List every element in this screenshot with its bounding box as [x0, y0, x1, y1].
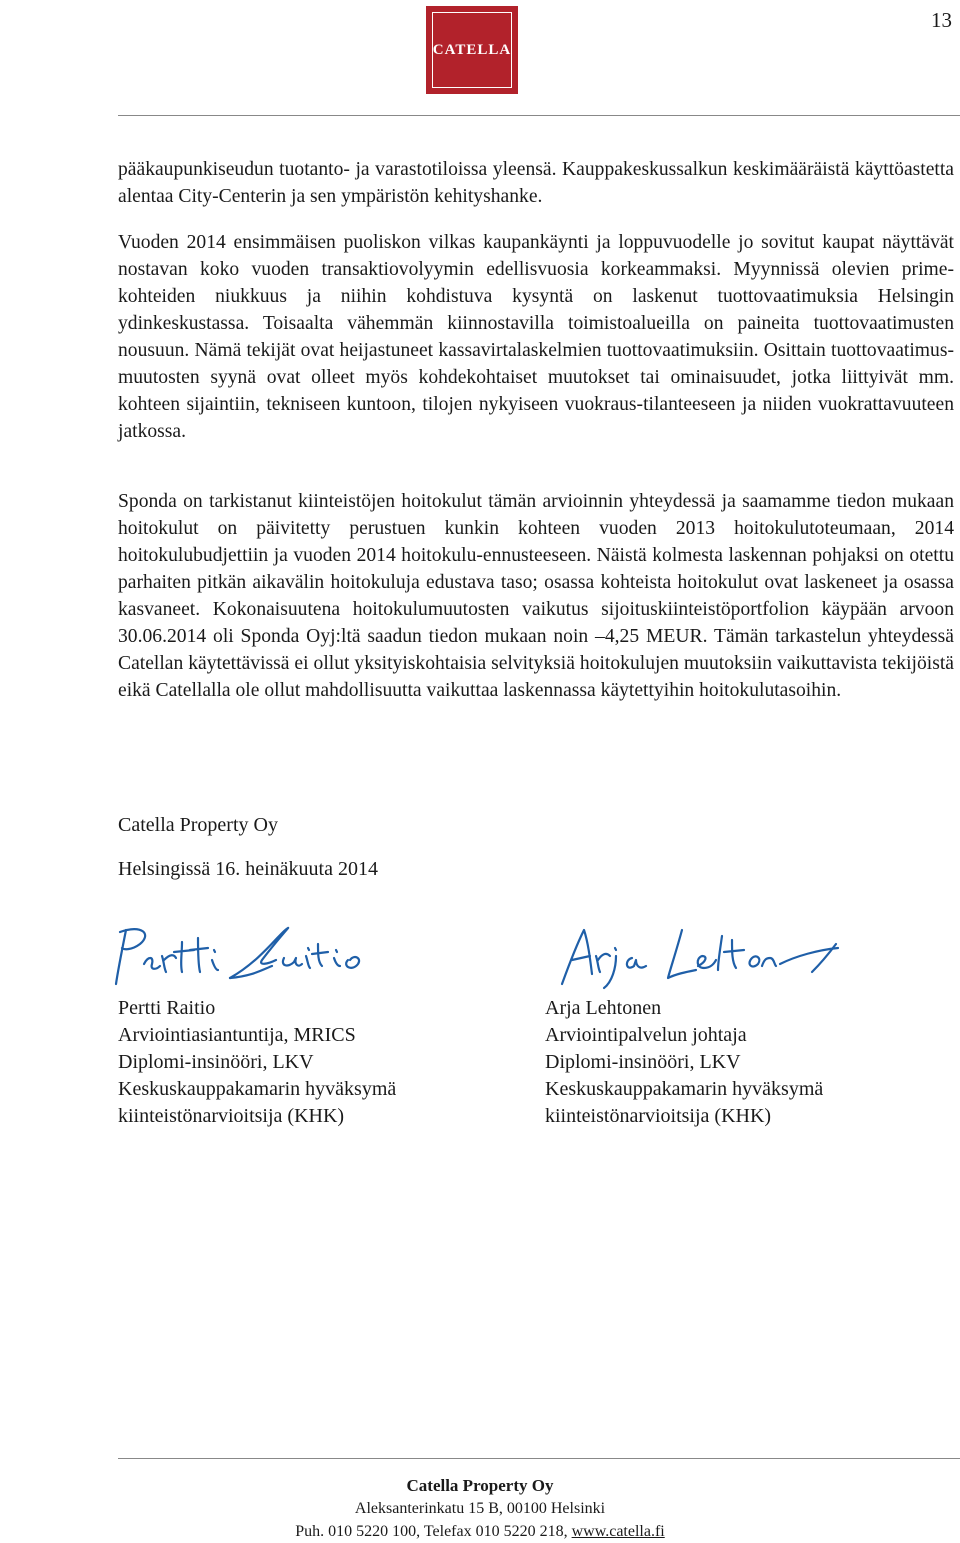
signer-title: Arviointipalvelun johtaja: [545, 1024, 747, 1046]
signature-pertti-raitio: [112, 920, 392, 992]
header-divider: [118, 115, 960, 116]
signer-certification-2: kiinteistönarvioitsija (KHK): [545, 1105, 772, 1127]
logo-text: CATELLA: [432, 41, 512, 58]
footer-address: Aleksanterinkatu 15 B, 00100 Helsinki: [354, 1500, 606, 1517]
footer: [0, 1474, 960, 1543]
footer-contact: [0, 1520, 960, 1543]
signature-arja-lehtonen: [556, 922, 846, 992]
closing-place-date: Helsingissä 16. heinäkuuta 2014: [118, 858, 378, 880]
signer-title: Arviointiasiantuntija, MRICS: [118, 1024, 356, 1046]
signer-name: Pertti Raitio: [118, 997, 216, 1019]
signer-certification-2: kiinteistönarvioitsija (KHK): [118, 1105, 345, 1127]
signer-certification: Keskuskauppakamarin hyväksymä: [118, 1078, 397, 1100]
signer-degree: Diplomi-insinööri, LKV: [118, 1051, 314, 1073]
footer-website-link[interactable]: www.catella.fi: [571, 1523, 665, 1540]
signer-certification: Keskuskauppakamarin hyväksymä: [545, 1078, 824, 1100]
paragraph-3: Sponda on tarkistanut kiinteistöjen hoitokulut tämän arvioinnin yhteydessä ja saamamme tiedon mukaan hoitokulut on päivitetty perustuen kunkin kohteen vuoden 2013 hoitokulutoteumaan, 2014 hoitokulubudjettiin ja vuoden 2014 hoitokulu-ennusteeseen. Näistä kolmesta laskennan pohjaksi on otettu parhaiten pitkän aikavälin hoitokuluja edustava taso; osassa kohteista hoitokulut ovat laskeneet ja osassa kasvaneet. Kokonaisuutena hoitokulumuutosten vaikutus sijoituskiinteistöportfolion käypään arvoon 30.06.2014 oli Sponda Oyj:ltä saadun tiedon mukaan noin –4,25 MEUR. Tämän tarkastelun yhteydessä Catellan käytettävissä ei ollut yksityiskohtaisia selvityksiä hoitokulujen muutoksiin vaikuttavista tekijöistä eikä Catellalla ole ollut mahdollisuutta vaikuttaa laskennassa käytettyihin hoitokulutasoihin.: [118, 491, 954, 701]
logo-frame: [432, 12, 512, 88]
catella-logo: [426, 6, 518, 94]
signer-right: [545, 995, 823, 1130]
footer-company: Catella Property Oy: [406, 1476, 554, 1495]
footer-phone-fax: Puh. 010 5220 100, Telefax 010 5220 218,: [295, 1523, 572, 1540]
paragraph-2: Vuoden 2014 ensimmäisen puoliskon vilkas kaupankäynti ja loppuvuodelle jo sovitut kaupat näyttävät nostavan koko vuoden transaktiovolyymin edellisvuosia korkeammaksi. Myynnissä olevien prime-kohteiden niukkuus ja niihin kohdistuva kysyntä on laskenut tuottovaatimuksia Helsingin ydinkeskustassa. Toisaalta vähemmän kiinnostavilla toimistoalueilla on paineita tuottovaatimusten nousuun. Nämä tekijät ovat heijastuneet kassavirtalaskelmien tuottovaatimuksiin. Osittain tuottovaatimus-muutosten syynä ovat olleet myös kohdekohtaiset muutokset tai ominaisuudet, jotka liittyivät mm. kohteen sijaintiin, tekniseen kuntoon, tilojen nykyiseen vuokraus-tilanteeseen ja niiden vuokrattavuuteen jatkossa.: [118, 232, 954, 442]
closing-company: Catella Property Oy: [118, 814, 278, 836]
signer-left: [118, 995, 396, 1130]
paragraph-1: pääkaupunkiseudun tuotanto- ja varastotiloissa yleensä. Kauppakeskussalkun keskimääräistä käyttöastetta alentaa City-Centerin ja sen ympäristön kehityshanke.: [118, 159, 954, 207]
page-number: 13: [931, 8, 952, 32]
signer-degree: Diplomi-insinööri, LKV: [545, 1051, 741, 1073]
footer-divider: [118, 1458, 960, 1459]
signer-name: Arja Lehtonen: [545, 997, 662, 1019]
